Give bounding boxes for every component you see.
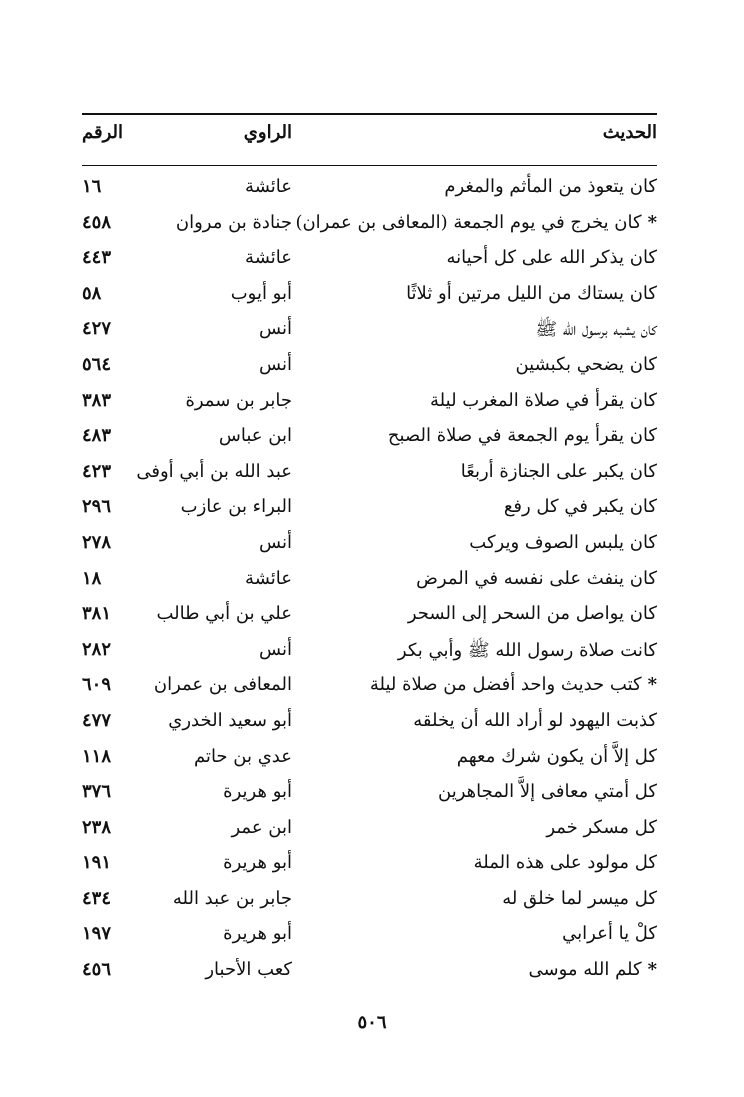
table-row bbox=[82, 316, 657, 352]
narrator-name: كعب الأحبار bbox=[205, 959, 292, 981]
hadith-text bbox=[438, 781, 657, 802]
hadith-label: كذبت اليهود لو أراد الله أن يخلقه bbox=[413, 709, 657, 731]
hadith-number: ٤٢٣ bbox=[82, 460, 112, 482]
narrator-name: أنس bbox=[259, 638, 292, 660]
narrator-name: علي بن أبي طالب bbox=[156, 603, 292, 625]
narrator-name: عبد الله بن أبي أوفى bbox=[136, 460, 292, 482]
hadith-number: ٥٨ bbox=[82, 282, 102, 304]
narrator-name: جابر بن عبد الله bbox=[172, 887, 292, 909]
hadith-index-table bbox=[82, 174, 657, 993]
table-row bbox=[82, 886, 657, 922]
hadith-label: كان يواصل من السحر إلى السحر bbox=[407, 603, 657, 625]
hadith-label: كان يستاك من الليل مرتين أو ثلاثًا bbox=[406, 282, 657, 304]
hadith-text bbox=[295, 212, 657, 233]
hadith-label: كان يكبر في كل رفع bbox=[503, 496, 657, 518]
narrator-name: أنس bbox=[259, 353, 292, 375]
table-header bbox=[82, 122, 657, 156]
narrator-name: أبو هريرة bbox=[223, 852, 292, 874]
table-row bbox=[82, 815, 657, 851]
narrator-name: البراء بن عازب bbox=[180, 496, 292, 518]
hadith-label: كان يقرأ يوم الجمعة في صلاة الصبح bbox=[387, 425, 657, 447]
narrator-name: عائشة bbox=[245, 247, 292, 269]
table-row bbox=[82, 174, 657, 210]
narrator-name: أبو هريرة bbox=[223, 923, 292, 945]
hadith-label: كان يشبه برسول الله ﷺ bbox=[535, 319, 657, 341]
table-row bbox=[82, 494, 657, 530]
hadith-label: كان يخرج في يوم الجمعة (المعافى بن عمران) bbox=[295, 211, 642, 233]
table-row bbox=[82, 850, 657, 886]
hadith-text bbox=[370, 674, 657, 695]
hadith-number: ٢٩٦ bbox=[82, 496, 112, 518]
hadith-label: كلْ يا أعرابي bbox=[562, 923, 657, 945]
narrator-name: عائشة bbox=[245, 567, 292, 589]
star-marker: * bbox=[647, 674, 657, 696]
hadith-text bbox=[535, 318, 657, 344]
hadith-number: ٤٨٣ bbox=[82, 425, 112, 447]
narrator-name: أنس bbox=[259, 318, 292, 340]
table-row bbox=[82, 779, 657, 815]
table-row bbox=[82, 566, 657, 602]
hadith-label: كل إلاَّ أن يكون شرك معهم bbox=[456, 745, 657, 767]
header-bottom-rule bbox=[82, 165, 657, 166]
narrator-name: جابر بن سمرة bbox=[185, 389, 292, 411]
table-row bbox=[82, 210, 657, 246]
hadith-text bbox=[446, 247, 657, 268]
hadith-number: ٣٧٦ bbox=[82, 781, 112, 803]
table-row bbox=[82, 672, 657, 708]
table-row bbox=[82, 921, 657, 957]
narrator-name: أبو سعيد الخدري bbox=[168, 709, 292, 731]
hadith-text bbox=[515, 354, 657, 375]
hadith-number: ٣٨١ bbox=[82, 603, 112, 625]
hadith-text bbox=[413, 710, 657, 731]
hadith-label: كانت صلاة رسول الله ﷺ وأبي بكر bbox=[397, 639, 657, 661]
hadith-text bbox=[430, 390, 657, 411]
hadith-text bbox=[461, 461, 657, 482]
narrator-name: جنادة بن مروان bbox=[175, 211, 292, 233]
table-row bbox=[82, 245, 657, 281]
hadith-label: كان يضحي بكبشين bbox=[515, 353, 657, 375]
hadith-number: ٤٥٦ bbox=[82, 959, 112, 981]
narrator-name: أنس bbox=[259, 531, 292, 553]
hadith-number: ١٩٧ bbox=[82, 923, 112, 945]
table-row bbox=[82, 459, 657, 495]
hadith-label: كان يتعوذ من المأثم والمغرم bbox=[444, 176, 657, 197]
hadith-number: ٤٤٣ bbox=[82, 247, 112, 269]
hadith-label: كتب حديث واحد أفضل من صلاة ليلة bbox=[369, 674, 642, 696]
table-row bbox=[82, 601, 657, 637]
hadith-number: ٢٧٨ bbox=[82, 531, 112, 553]
hadith-number: ١٦ bbox=[82, 176, 102, 197]
hadith-label: كان يلبس الصوف ويركب bbox=[469, 531, 657, 553]
star-marker: * bbox=[647, 959, 657, 981]
narrator-name: ابن عباس bbox=[218, 425, 292, 447]
hadith-text bbox=[406, 283, 657, 304]
table-row bbox=[82, 423, 657, 459]
hadith-label: كل ميسر لما خلق له bbox=[502, 887, 657, 909]
table-row bbox=[82, 637, 657, 673]
hadith-label: كان يذكر الله على كل أحيانه bbox=[446, 247, 657, 269]
header-narrator: الراوي bbox=[243, 122, 292, 143]
table-row bbox=[82, 744, 657, 780]
table-row bbox=[82, 388, 657, 424]
hadith-label: كل أمتي معافى إلاَّ المجاهرين bbox=[438, 781, 657, 803]
hadith-number: ٤٢٧ bbox=[82, 318, 112, 340]
hadith-number: ١٩١ bbox=[82, 852, 112, 874]
hadith-label: كان ينفث على نفسه في المرض bbox=[416, 567, 657, 589]
hadith-label: كل مسكر خمر bbox=[546, 816, 657, 838]
header-hadith: الحديث bbox=[602, 122, 657, 143]
hadith-text bbox=[398, 639, 657, 665]
hadith-text bbox=[502, 888, 657, 909]
narrator-name: عائشة bbox=[245, 176, 292, 197]
table-row bbox=[82, 708, 657, 744]
hadith-number: ٢٣٨ bbox=[82, 816, 112, 838]
hadith-number: ٣٨٣ bbox=[82, 389, 112, 411]
hadith-number: ٢٨٢ bbox=[82, 638, 112, 660]
hadith-label: كل مولود على هذه الملة bbox=[473, 852, 657, 874]
hadith-text bbox=[457, 746, 657, 767]
page-number: ٥٠٦ bbox=[357, 1012, 387, 1033]
table-row bbox=[82, 352, 657, 388]
hadith-text bbox=[529, 959, 658, 980]
hadith-number: ٤٧٧ bbox=[82, 709, 112, 731]
narrator-name: ابن عمر bbox=[231, 816, 292, 838]
table-row bbox=[82, 957, 657, 993]
hadith-text bbox=[388, 425, 657, 446]
hadith-text bbox=[546, 817, 657, 838]
star-marker: * bbox=[647, 211, 657, 233]
hadith-number: ٤٣٤ bbox=[82, 887, 112, 909]
narrator-name: المعافى بن عمران bbox=[153, 674, 292, 696]
hadith-text bbox=[474, 852, 657, 873]
hadith-text bbox=[416, 568, 657, 589]
header-number: الرقم bbox=[82, 122, 124, 143]
hadith-number: ٤٥٨ bbox=[82, 211, 112, 233]
narrator-name: أبو أيوب bbox=[230, 282, 292, 304]
hadith-text bbox=[504, 496, 657, 517]
hadith-number: ١٨ bbox=[82, 567, 102, 589]
narrator-name: عدي بن حاتم bbox=[193, 745, 292, 767]
hadith-label: كلم الله موسى bbox=[528, 959, 642, 981]
table-row bbox=[82, 281, 657, 317]
hadith-text bbox=[408, 603, 657, 624]
hadith-label: كان يكبر على الجنازة أربعًا bbox=[460, 460, 657, 482]
header-top-rule bbox=[82, 113, 657, 115]
hadith-text bbox=[469, 532, 657, 553]
table-row bbox=[82, 530, 657, 566]
hadith-number: ٥٦٤ bbox=[82, 353, 112, 375]
hadith-number: ٦٠٩ bbox=[82, 674, 112, 696]
narrator-name: أبو هريرة bbox=[223, 781, 292, 803]
hadith-text bbox=[444, 176, 657, 197]
hadith-number: ١١٨ bbox=[82, 745, 112, 767]
hadith-label: كان يقرأ في صلاة المغرب ليلة bbox=[430, 389, 657, 411]
hadith-text bbox=[562, 923, 657, 944]
